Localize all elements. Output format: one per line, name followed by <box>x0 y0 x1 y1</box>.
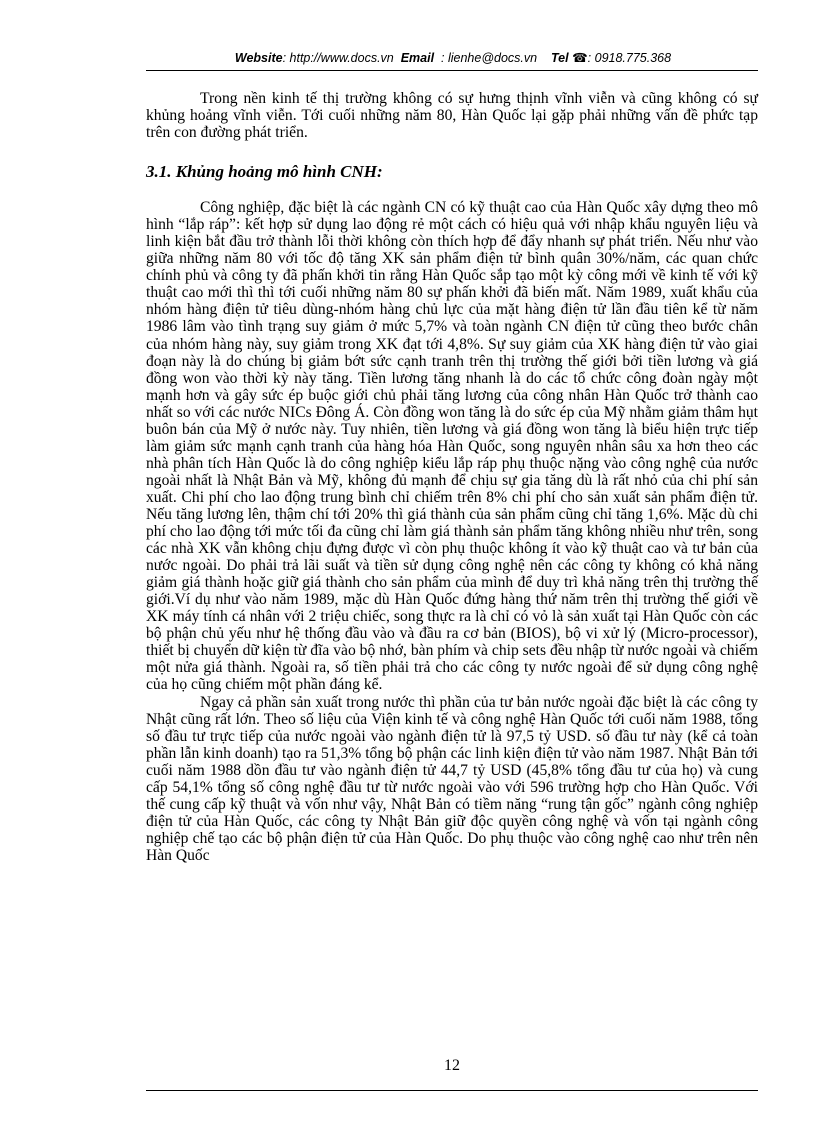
header-divider <box>146 70 758 71</box>
page-header <box>148 50 758 65</box>
tel-label: Tel <box>551 51 569 65</box>
email-label: Email <box>400 51 435 65</box>
website-value: : http://www.docs.vn <box>282 51 394 65</box>
document-body <box>146 90 758 864</box>
email-value: : lienhe@docs.vn <box>441 51 538 65</box>
section-heading: 3.1. Khủng hoảng mô hình CNH: <box>146 162 383 182</box>
body-paragraph-2: Ngay cả phần sản xuất trong nước thì phần của tư bản nước ngoài đặc biệt là các công ty Nhật cũng rất lớn. Theo số liệu của Viện kinh tế và công nghệ Hàn Quốc tới cuối năm 1988, tổng số đầu tư trực tiếp của nước ngoài vào ngành điện tử là 97,5 tỷ USD. số đầu tư này (kể cả toàn phần lẫn kinh doanh) tạo ra 51,3% tổng bộ phận các linh kiện điện tử vào năm 1987. Nhật Bản tới cuối năm 1988 dồn đầu tư vào ngành điện tử 44,7 tỷ USD (45,8% tổng đầu tư của họ) và cung cấp 54,1% tổng số công nghệ đầu tư từ nước ngoài vào với 596 trường hợp cho Hàn Quốc. Với thế cung cấp kỹ thuật và vốn như vậy, Nhật Bản có tiềm năng “rung tận gốc” ngành công nghiệp điện tử của Hàn Quốc, các công ty Nhật Bản giữ độc quyền công nghệ và vốn tại ngành công nghiệp chế tạo các bộ phận điện tử của Hàn Quốc. Do phụ thuộc vào công nghệ cao như trên nên Hàn Quốc <box>146 693 758 864</box>
footer-divider <box>146 1090 758 1091</box>
intro-paragraph: Trong nền kinh tế thị trường không có sự hưng thịnh vĩnh viễn và cũng không có sự khủng hoảng vĩnh viễn. Tới cuối những năm 80, Hàn Quốc lại gặp phải những vấn đề phức tạp trên con đường phát triển. <box>146 90 758 142</box>
website-label: Website <box>234 51 283 65</box>
tel-value: ☎: 0918.775.368 <box>572 51 672 65</box>
body-paragraph-1: Công nghiệp, đặc biệt là các ngành CN có kỹ thuật cao của Hàn Quốc xây dựng theo mô hình “lắp ráp”: kết hợp sử dụng lao động rẻ một cách có hiệu quả với nhập khẩu nguyên liệu và linh kiện bắt đầu trở thành lỗi thời không còn thích hợp để đẩy nhanh sự phát triển. Nếu như vào giữa những năm 80 với tốc độ tăng XK sản phẩm điện tử bình quân 30%/năm, các quan chức chính phủ và công ty đã phấn khởi tin rằng Hàn Quốc sắp tạo một kỳ công mới về kinh tế với kỹ thuật cao mới thì thì tới cuối những năm 80 sự phấn khởi đã biến mất. Năm 1989, xuất khẩu của nhóm hàng điện tử tiêu dùng-nhóm hàng chủ lực của mặt hàng điện tử lần đầu tiên kể từ năm 1986 lâm vào tình trạng suy giảm ở mức 5,7% và toàn ngành CN điện tử cũng theo bước chân của nhóm hàng này, suy giảm trong XK đạt tới 4,8%. Sự suy giảm của XK hàng điện tử vào giai đoạn này là do chúng bị giảm bớt sức cạnh tranh trên thị trường thế giới bởi tiền lương và giá đồng won vào thời kỳ này tăng. Tiền lương tăng nhanh là do các tổ chức công đoàn ngày một mạnh hơn và gây sức ép buộc giới chủ phải tăng lương của công nhân Hàn Quốc trở thành cao nhất so với các nước NICs Đông Á. Còn đồng won tăng là do sức ép của Mỹ nhằm giảm thâm hụt buôn bán của Mỹ ở nước này. Tuy nhiên, tiền lương và giá đồng won tăng là biểu hiện trực tiếp làm giảm sức mạnh cạnh tranh của hàng hóa Hàn Quốc, song nguyên nhân sâu xa hơn theo các nhà phân tích Hàn Quốc là do công nghiệp kiểu lắp ráp phụ thuộc nặng vào công nghệ của nước ngoài nhất là Nhật Bản và Mỹ, không đủ mạnh để chịu sự gia tăng dù là rất nhỏ của chi phí sản xuất. Chi phí cho lao động trung bình chỉ chiếm trên 8% chi phí cho sản xuất sản phẩm điện tử. Nếu tăng lương lên, thậm chí tới 20% thì giá thành của sản phẩm cũng chỉ tăng 1,6%. Mặc dù chi phí cho lao động tới mức tối đa cũng chỉ làm giá thành sản phẩm tăng không nhiều như trên, song các nhà XK vẫn không chịu đựng được vì còn phụ thuộc không ít vào kỹ thuật cao và tư bản của nước ngoài. Do phải trả lãi suất và tiền sử dụng công nghệ nên các công ty không có khả năng giảm giá thành hoặc giữ giá thành cho sản phẩm của mình để duy trì khả năng trên thị trường thế giới.Ví dụ như vào năm 1989, mặc dù Hàn Quốc đứng hàng thứ năm trên thị trường thế giới về XK máy tính cá nhân với 2 triệu chiếc, song thực ra là chỉ có vỏ là sản xuất tại Hàn Quốc còn các bộ phận chủ yếu như hệ thống đầu vào và đầu ra cơ bản (BIOS), bộ vi xử lý (Micro-processor), thiết bị chuyển dữ kiện từ đĩa vào bộ nhớ, bàn phím và chip sets đều nhập từ nước ngoài và chiếm một nửa giá thành. Ngoài ra, số tiền phải trả cho các công ty nước ngoài để sử dụng công nghệ của họ cũng chiếm một phần đáng kể. <box>146 199 758 694</box>
page-number: 12 <box>444 1057 460 1074</box>
